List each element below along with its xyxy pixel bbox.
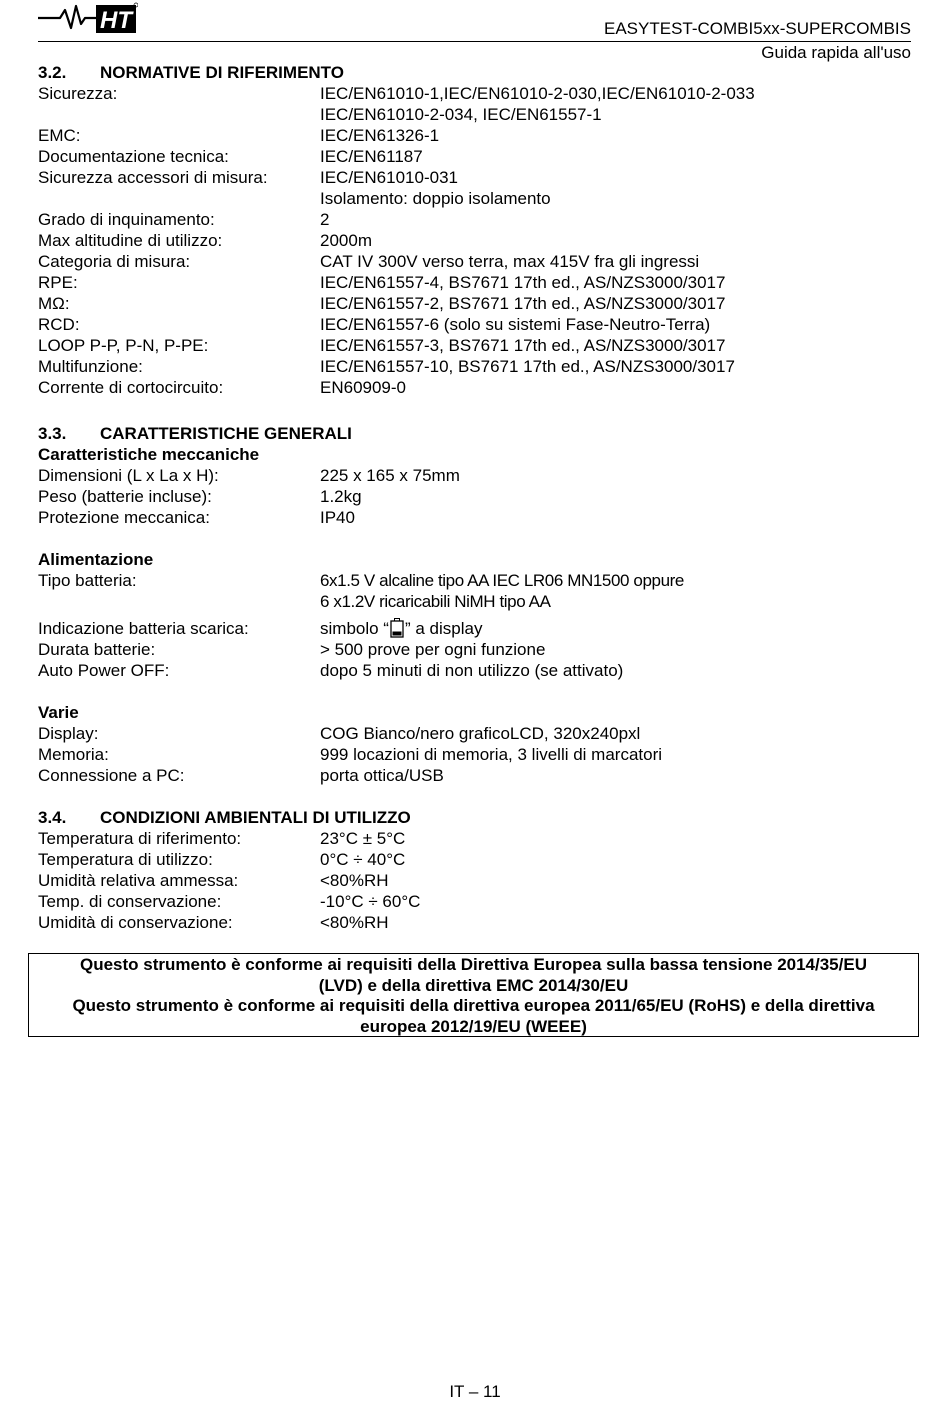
spec-value: IEC/EN61010-031: [320, 168, 458, 187]
spec-label: Grado di inquinamento:: [38, 210, 215, 229]
spec-label: Categoria di misura:: [38, 252, 191, 271]
spacer: [38, 681, 918, 702]
section-title: CARATTERISTICHE GENERALI: [100, 424, 352, 443]
section-heading: [38, 423, 918, 444]
spec-row: [38, 188, 918, 209]
page-header: [38, 0, 911, 64]
spec-row: [38, 83, 918, 104]
section-number: 3.3.: [38, 424, 67, 443]
spec-row: [38, 912, 918, 933]
spec-row: [38, 335, 918, 356]
spec-value: porta ottica/USB: [320, 766, 444, 785]
spec-value: IEC/EN61557-4, BS7671 17th ed., AS/NZS3000/3017: [320, 273, 726, 292]
spec-row: [38, 465, 918, 486]
standards-list: [38, 83, 918, 398]
spec-label-empty: [38, 591, 320, 612]
spec-value: dopo 5 minuti di non utilizzo (se attivato): [320, 661, 624, 680]
section-title: CONDIZIONI AMBIENTALI DI UTILIZZO: [100, 808, 411, 827]
spec-row: [38, 507, 918, 528]
spec-label: Temperatura di utilizzo:: [38, 850, 213, 869]
spec-label: Multifunzione:: [38, 357, 143, 376]
spec-value: IEC/EN61010-1,IEC/EN61010-2-030,IEC/EN61010-2-033: [320, 84, 755, 103]
spec-row: [38, 891, 918, 912]
spec-value: IP40: [320, 508, 355, 527]
document-title: EASYTEST-COMBI5xx-SUPERCOMBIS: [604, 19, 911, 38]
spec-row: [38, 125, 918, 146]
spec-label: RCD:: [38, 315, 80, 334]
spec-value: 0°C ÷ 40°C: [320, 850, 406, 869]
spacer: [38, 398, 918, 419]
spec-value: IEC/EN61010-2-034, IEC/EN61557-1: [320, 105, 602, 124]
spec-label: Memoria:: [38, 745, 109, 764]
ht-logo-icon: [38, 2, 138, 36]
spec-row: [38, 314, 918, 335]
spec-row: [38, 744, 918, 765]
spec-row: [38, 230, 918, 251]
spec-row: [38, 377, 918, 398]
subsection-title: Alimentazione: [38, 550, 154, 569]
notice-line: Questo strumento è conforme ai requisiti della Direttiva Europea sulla bassa tensione 2014/35/EU: [80, 955, 867, 974]
spec-value: 225 x 165 x 75mm: [320, 466, 460, 485]
spec-row: [38, 146, 918, 167]
battery-low-icon: [390, 618, 404, 638]
spacer: [38, 786, 918, 807]
spec-label: RPE:: [38, 273, 78, 292]
spec-value: COG Bianco/nero graficoLCD, 320x240pxl: [320, 724, 641, 743]
spec-label: Sicurezza accessori di misura:: [38, 168, 268, 187]
spec-value: 1.2kg: [320, 487, 362, 506]
spec-label: Temp. di conservazione:: [38, 892, 222, 911]
spec-row: [38, 251, 918, 272]
spec-value: IEC/EN61557-2, BS7671 17th ed., AS/NZS3000/3017: [320, 294, 726, 313]
spec-row: [38, 486, 918, 507]
spec-value: IEC/EN61557-6 (solo su sistemi Fase-Neutro-Terra): [320, 315, 711, 334]
spec-row: [38, 272, 918, 293]
spec-label: Protezione meccanica:: [38, 508, 210, 527]
spacer: [38, 528, 918, 549]
spec-row: [38, 356, 918, 377]
spec-label: LOOP P-P, P-N, P-PE:: [38, 336, 209, 355]
spec-label: Umidità relativa ammessa:: [38, 871, 239, 890]
spec-label: Connessione a PC:: [38, 766, 185, 785]
spec-label: Indicazione batteria scarica:: [38, 619, 249, 638]
spec-value: 6 x1.2V ricaricabili NiMH tipo AA: [320, 592, 551, 611]
page-number: IT – 11: [449, 1382, 501, 1401]
spec-label: Documentazione tecnica:: [38, 147, 229, 166]
notice-line: Questo strumento è conforme ai requisiti della direttiva europea 2011/65/EU (RoHS) e della direttiva: [72, 996, 875, 1015]
spec-value: <80%RH: [320, 913, 389, 932]
svg-text:HT: HT: [100, 7, 132, 34]
spec-label: Durata batterie:: [38, 640, 156, 659]
spec-row: [38, 828, 918, 849]
spec-row: [38, 167, 918, 188]
spec-label: [38, 104, 320, 125]
low-batt-text-post: ” a display: [404, 619, 483, 638]
spec-value: IEC/EN61187: [320, 147, 423, 166]
spec-label: MΩ:: [38, 294, 70, 313]
section-title: NORMATIVE DI RIFERIMENTO: [100, 63, 344, 82]
notice-line: (LVD) e della direttiva EMC 2014/30/EU: [318, 975, 629, 995]
spec-value: CAT IV 300V verso terra, max 415V fra gli ingressi: [320, 252, 700, 271]
spec-row: [38, 293, 918, 314]
spec-label: Dimensioni (L x La x H):: [38, 466, 219, 485]
spec-value: IEC/EN61557-10, BS7671 17th ed., AS/NZS3000/3017: [320, 357, 735, 376]
spec-label: Peso (batterie incluse):: [38, 487, 212, 506]
spec-row: [38, 660, 918, 681]
spec-row: [38, 591, 918, 612]
spec-value: IEC/EN61326-1: [320, 126, 440, 145]
spec-row: [38, 209, 918, 230]
spec-row: [38, 104, 918, 125]
spec-label: Display:: [38, 724, 99, 743]
section-heading: [38, 62, 918, 83]
spec-value: IEC/EN61557-3, BS7671 17th ed., AS/NZS3000/3017: [320, 336, 726, 355]
spec-value: 999 locazioni di memoria, 3 livelli di marcatori: [320, 745, 663, 764]
spec-value: 2: [320, 210, 330, 229]
subsection-title: Varie: [38, 703, 79, 722]
spec-value: 6x1.5 V alcaline tipo AA IEC LR06 MN1500 oppure: [320, 571, 684, 590]
spec-value: <80%RH: [320, 871, 389, 890]
spec-value: 23°C ± 5°C: [320, 829, 406, 848]
compliance-notice-box: [28, 953, 919, 1037]
spec-row: [38, 639, 918, 660]
spec-label: Sicurezza:: [38, 84, 118, 103]
spec-value: 2000m: [320, 231, 372, 250]
spec-label: Auto Power OFF:: [38, 661, 170, 680]
spec-row: [38, 870, 918, 891]
spec-row: [38, 570, 918, 591]
notice-line: europea 2012/19/EU (WEEE): [360, 1016, 587, 1036]
spec-value: -10°C ÷ 60°C: [320, 892, 421, 911]
subsection-title: Caratteristiche meccaniche: [38, 445, 260, 464]
header-rule: [38, 41, 911, 42]
spec-value: [320, 618, 482, 639]
spec-label: Umidità di conservazione:: [38, 913, 233, 932]
spec-label: Corrente di cortocircuito:: [38, 378, 224, 397]
spec-label: Tipo batteria:: [38, 571, 137, 590]
page-content: [38, 62, 918, 933]
spec-label: Temperatura di riferimento:: [38, 829, 242, 848]
spec-label: [38, 188, 320, 209]
spec-value: > 500 prove per ogni funzione: [320, 640, 546, 659]
section-heading: [38, 807, 918, 828]
spec-value: EN60909-0: [320, 378, 407, 397]
section-number: 3.2.: [38, 63, 67, 82]
section-number: 3.4.: [38, 808, 67, 827]
spec-row: [38, 618, 918, 639]
spec-label: Max altitudine di utilizzo:: [38, 231, 223, 250]
spec-row: [38, 849, 918, 870]
spec-row: [38, 765, 918, 786]
spec-row: [38, 723, 918, 744]
low-batt-text-pre: simbolo “: [320, 619, 389, 638]
spec-label: EMC:: [38, 126, 81, 145]
spec-value: Isolamento: doppio isolamento: [320, 189, 551, 208]
document-subtitle: Guida rapida all'uso: [761, 43, 911, 62]
